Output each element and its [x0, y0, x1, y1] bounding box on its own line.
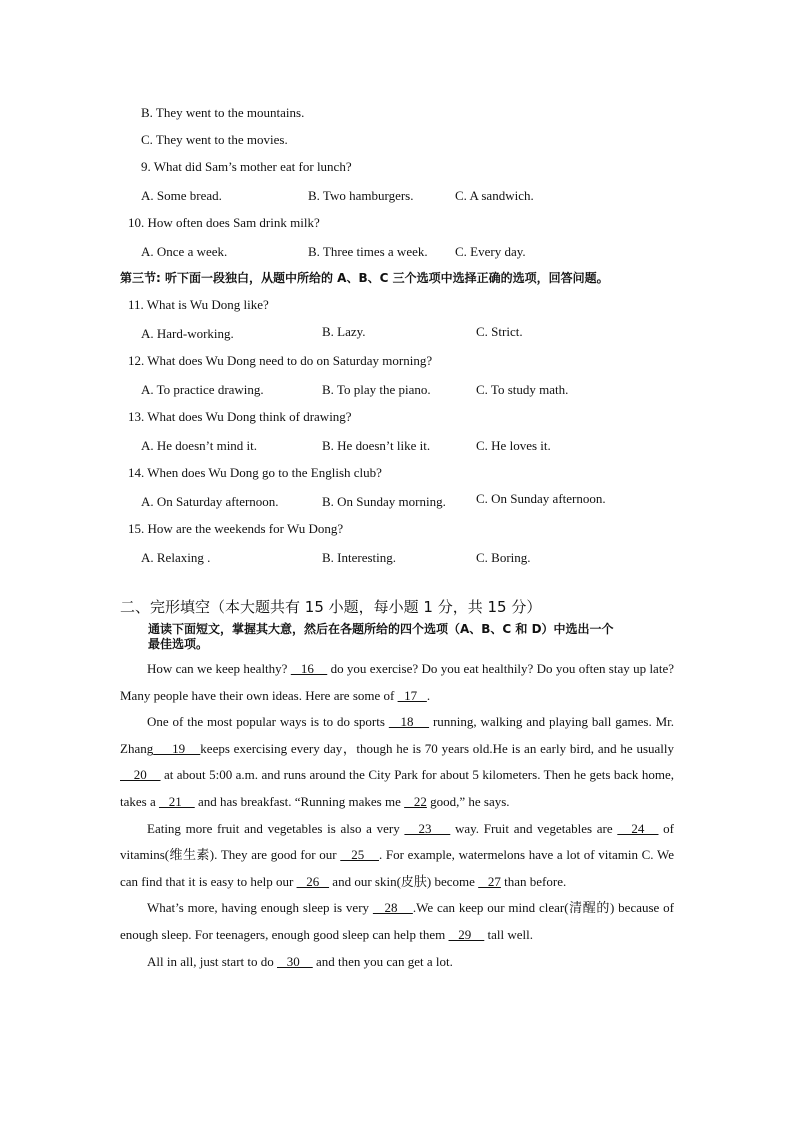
q11-option-a: A. Hard-working.: [141, 326, 234, 341]
option-c-line: C. They went to the movies.: [141, 132, 288, 147]
passage-paragraph-4: What’s more, having enough sleep is very 28 .We can keep our mind clear(清醒的) because of enough sleep. For teenagers, enough good sleep can help them 29 tall well.: [120, 900, 674, 942]
q11-option-b: B. Lazy.: [322, 324, 366, 339]
q14-option-a: A. On Saturday afternoon.: [141, 494, 279, 509]
part-2-instruction-line-2: 最佳选项。: [148, 637, 209, 651]
q13-option-c: C. He loves it.: [476, 438, 551, 453]
option-b-line: B. They went to the mountains.: [141, 105, 305, 120]
q13-option-a: A. He doesn’t mind it.: [141, 438, 258, 453]
q14-option-b: B. On Sunday morning.: [322, 494, 446, 509]
q15-option-c: C. Boring.: [476, 550, 531, 565]
blank-20: 20: [120, 767, 161, 783]
part-2-heading: 二、完形填空（本大题共有 15 小题，每小题 1 分，共 15 分）: [120, 598, 542, 616]
blank-21: 21: [158, 793, 195, 809]
q15-option-b: B. Interesting.: [322, 550, 397, 565]
q10-option-c: C. Every day.: [455, 244, 526, 259]
q12-option-b: B. To play the piano.: [322, 382, 431, 397]
question-13: 13. What does Wu Dong think of drawing?: [128, 409, 352, 424]
q9-option-b: B. Two hamburgers.: [308, 188, 414, 203]
q11-option-c: C. Strict.: [476, 324, 523, 339]
q15-option-a: A. Relaxing .: [141, 550, 211, 565]
blank-27: 27: [478, 873, 501, 889]
passage-paragraph-2: One of the most popular ways is to do sports 18 running, walking and playing ball games. Mr. Zhang 19 keeps exercising every day，though he is 70 years old.He is an early bird, and he usually 20 at about 5:00 a.m. and runs around the City Park for about 5 kilometers. Then he gets back home, takes a 21 and has breakfast. “Running makes me 22 good,” he says.: [120, 714, 675, 809]
q9-option-c: C. A sandwich.: [455, 188, 534, 203]
q14-option-c: C. On Sunday afternoon.: [476, 491, 606, 506]
blank-17: 17: [397, 687, 427, 703]
passage-paragraph-3: Eating more fruit and vegetables is also a very 23 way. Fruit and vegetables are 24 of vitamins(维生素). They are good for our 25 . For example, watermelons have a lot of vitamin C. We can find that it is easy to help our 26 and our skin(皮肤) become 27 than before.: [120, 820, 675, 889]
blank-23: 23: [404, 820, 451, 836]
blank-16: 16: [290, 661, 328, 676]
blank-29: 29: [448, 926, 485, 942]
blank-24: 24: [617, 820, 659, 836]
question-14: 14. When does Wu Dong go to the English club?: [128, 465, 382, 480]
section-3-instruction: 第三节: 听下面一段独白，从题中所给的 A、B、C 三个选项中选择正确的选项，回答问题。: [120, 271, 609, 285]
q13-option-b: B. He doesn’t like it.: [322, 438, 431, 453]
q10-option-b: B. Three times a week.: [308, 244, 428, 259]
q9-option-a: A. Some bread.: [141, 188, 222, 203]
blank-25: 25: [340, 847, 379, 863]
blank-26: 26: [296, 873, 330, 889]
blank-30: 30: [277, 953, 313, 969]
passage-paragraph-1: How can we keep healthy? 16 do you exercise? Do you eat healthily? Do you often stay up late? Many people have their own ideas. Here are some of 17 .: [120, 661, 674, 703]
blank-19: 19: [153, 740, 201, 756]
q12-option-a: A. To practice drawing.: [141, 382, 264, 397]
q12-option-c: C. To study math.: [476, 382, 569, 397]
passage-paragraph-5: All in all, just start to do 30 and then you can get a lot.: [147, 953, 453, 969]
cloze-passage: [120, 656, 674, 975]
blank-18: 18: [388, 714, 430, 730]
q10-option-a: A. Once a week.: [141, 244, 228, 259]
question-10: 10. How often does Sam drink milk?: [128, 215, 320, 230]
question-9: 9. What did Sam’s mother eat for lunch?: [141, 159, 352, 174]
part-2-instruction-line-1: 通读下面短文，掌握其大意，然后在各题所给的四个选项（A、B、C 和 D）中选出一个: [148, 622, 614, 636]
blank-28: 28: [372, 900, 413, 916]
question-11: 11. What is Wu Dong like?: [128, 297, 269, 312]
question-15: 15. How are the weekends for Wu Dong?: [128, 521, 344, 536]
question-12: 12. What does Wu Dong need to do on Saturday morning?: [128, 353, 433, 368]
blank-22: 22: [404, 793, 427, 809]
